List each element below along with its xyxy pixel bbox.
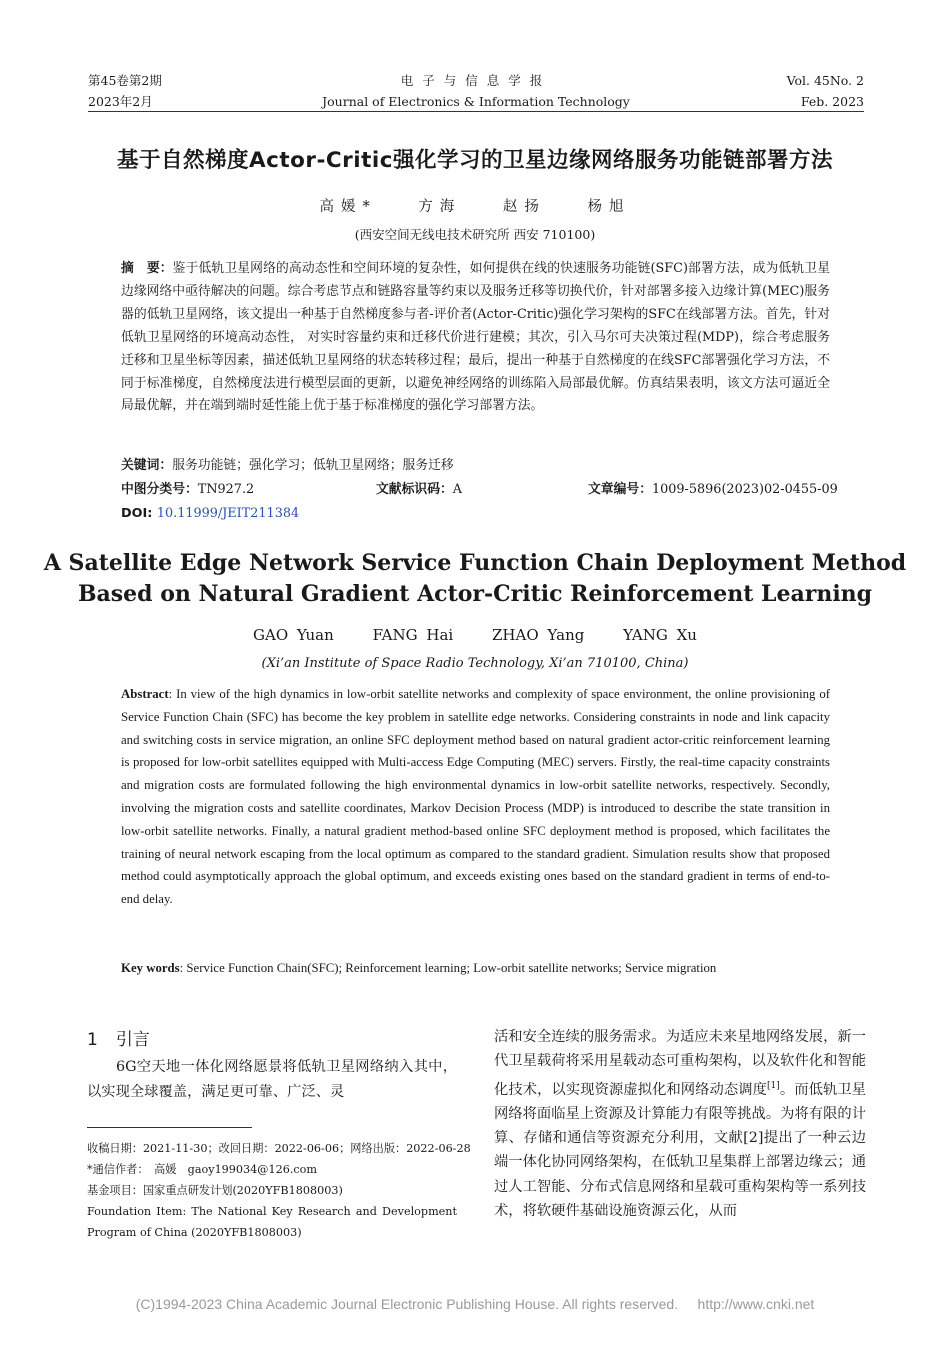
affiliation-cn: (西安空间无线电技术研究所 西安 710100) [354,227,596,242]
author-en: FANG Hai [372,626,454,644]
affiliation-en: (Xi’an Institute of Space Radio Technology, Xi’an 710100, China) [261,656,689,671]
title-en-line1: A Satellite Edge Network Service Function Chain Deployment Method [43,550,907,576]
author-cn: 方海 [418,199,462,215]
volume-issue-en: Vol. 45No. 2 [786,73,864,88]
footnote-dates: 收稿日期：2021-11-30；改回日期：2022-06-06；网络出版：2022-06-28 [87,1142,471,1155]
footnote-corresponding: *通信作者： 高媛 gaoy199034@126.com [87,1163,317,1176]
section-number: 1 [87,1030,98,1050]
date-en: Feb. 2023 [800,94,864,109]
intro-left-column: 6G空天地一体化网络愿景将低轨卫星网络纳入其中，以实现全球覆盖，满足更可靠、广泛、灵 [87,1059,457,1100]
intro-right-text-a: 活和安全连续的服务需求。为适应未来星地网络发展，新一代卫星载荷将采用星载动态可重构架构，以及软件化和智能化技术，以实现资源虚拟化和网络动态调度 [494,1029,866,1098]
header-rule [88,111,864,112]
abstract-label-cn: 摘 要： [121,261,173,276]
author-en: ZHAO Yang [492,626,585,644]
keywords-label-cn: 关键词： [121,458,173,473]
abstract-text-cn: 鉴于低轨卫星网络的高动态性和空间环境的复杂性，如何提供在线的快速服务功能链(SFC)部署方法，成为低轨卫星边缘网络中亟待解决的问题。综合考虑节点和链路容量等约束以及服务迁移等切换代价，针对部署多接入边缘计算(MEC)服务器的低轨卫星网络，该文提出一种基于自然梯度参与者-评价者(Actor-Critic)强化学习架构的SFC在线部署方法。首先，针对低轨卫星网络的环境高动态性， 对实时容量约束和迁移代价进行建模；其次，引入马尔可夫决策过程(MDP)，综合考虑服务迁移和卫星坐标等因素，描述低轨卫星网络的状态转移过程；最后，提出一种基于自然梯度的在线SFC部署强化学习方法，不同于标准梯度，自然梯度法进行模型层面的更新，以避免神经网络的训练陷入局部最优解。仿真结果表明，该文方法可逼近全局最优解，并在端到端时延性能上优于基于标准梯度的强化学习部署方法。 [121,261,830,414]
abstract-text-en: In view of the high dynamics in low-orbit satellite networks and complexity of space environment, the online provisioning of Service Function Chain (SFC) has become the key problem in satellite edge networks. Considering constraints in node and link capacity and switching costs in service migration, an online SFC deployment method based on natural gradient actor-critic reinforcement learning is proposed for low-orbit satellites equipped with Multi-access Edge Computing (MEC) servers. Firstly, the real-time capacity constraints and migration costs are formulated following the high environmental dynamics in low-orbit satellite networks, respectively. Secondly, involving the migration costs and satellite coordinates, Markov Decision Process (MDP) is introduced to describe the state transition in low-orbit satellite networks. Finally, a natural gradient method-based online SFC deployment method is proposed, which facilitates the training of neural network escaping from the local optimum as compared to the standard gradient. Simulation results show that proposed method could asymptotically approach the global optimum, and exceeds existing ones based on the standard gradient in terms of end-to-end delay. [121,687,830,907]
doi-label: DOI [121,506,148,521]
doi-row: DOI: 10.11999/JEIT211384 [121,506,300,521]
doi-link[interactable]: 10.11999/JEIT211384 [156,506,300,521]
footnotes [87,1138,471,1243]
keywords-text-cn: 服务功能链；强化学习；低轨卫星网络；服务迁移 [172,458,454,473]
paper-title-cn: 基于自然梯度Actor-Critic强化学习的卫星边缘网络服务功能链部署方法 [116,148,834,173]
footnote-fund-cn: 基金项目：国家重点研发计划(2020YFB1808003) [87,1184,343,1197]
abstract-cn [121,258,830,418]
journal-name-en: Journal of Electronics & Information Technology [322,94,630,109]
author-en: YANG Xu [623,626,697,644]
author-list-cn [0,195,950,216]
citation-ref[interactable]: [1] [767,1080,780,1091]
footnote-fund-en: Foundation Item: The National Key Research and Development Program of China (2020YFB1808003) [87,1205,457,1239]
running-header [88,70,864,112]
document-code: 文献标识码：A [376,482,463,497]
journal-name-cn: 电子与信息学报 [400,73,552,88]
article-number: 文章编号：1009-5896(2023)02-0455-09 [588,482,838,497]
intro-right-text-b: 。而低轨卫星网络将面临星上资源及计算能力有限等挑战。为将有限的计算、存储和通信等资源充分利用，文献[2]提出了一种云边端一体化协同网络架构，在低轨卫星集群上部署边缘云；通过人工智能、分布式信息网络和星载可重构架构等一系列技术，将软硬件基础设施资源云化，从而 [494,1081,867,1219]
section-title: 引言 [115,1030,150,1050]
title-en-line2: Based on Natural Gradient Actor-Critic Reinforcement Learning [77,581,873,607]
keywords-cn [121,455,830,477]
section-heading [87,1025,150,1050]
author-cn: 杨旭 [587,199,631,215]
footnote-rule [87,1127,252,1128]
author-en: GAO Yuan [253,626,334,644]
author-cn: 高媛* [319,199,377,215]
header-right [787,70,864,112]
abstract-en: Abstract: In view of the high dynamics in low-orbit satellite networks and complexity of space environment, the online provisioning of Service Function Chain (SFC) has become the key problem in satellite edge networks. Considering constraints in node and link capacity and switching costs in service migration, an online SFC deployment method based on natural gradient actor-critic reinforcement learning is proposed for low-orbit satellites equipped with Multi-access Edge Computing (MEC) servers. Firstly, the real-time capacity constraints and migration costs are formulated following the high environmental dynamics in low-orbit satellite networks, respectively. Secondly, involving the migration costs and satellite coordinates, Markov Decision Process (MDP) is introduced to describe the state transition in low-orbit satellite networks. Finally, a natural gradient method-based online SFC deployment method is proposed, which facilitates the training of neural network escaping from the local optimum as compared to the standard gradient. Simulation results show that proposed method could asymptotically approach the global optimum, and exceeds existing ones based on the standard gradient in terms of end-to-end delay. [121,687,830,907]
keywords-en: Key words: Service Function Chain(SFC); Reinforcement learning; Low-orbit satellite networks; Service migration [121,961,717,975]
header-center [88,70,864,112]
copyright-watermark: (C)1994-2023 China Academic Journal Electronic Publishing House. All rights reserved. http://www.cnki.net [135,1296,815,1312]
volume-issue-cn: 第45卷第2期 [88,73,162,88]
keywords-label-en: Key words [121,961,180,975]
abstract-label-en: Abstract [121,687,169,701]
date-cn: 2023年2月 [88,94,153,109]
author-list-en [0,626,950,644]
intro-right-column [494,1025,866,1223]
author-cn: 赵扬 [502,199,546,215]
keywords-text-en: Service Function Chain(SFC); Reinforcement learning; Low-orbit satellite networks; Service migration [186,961,717,975]
clc-number: 中图分类号：TN927.2 [121,482,255,497]
paper-title-en [0,548,950,610]
